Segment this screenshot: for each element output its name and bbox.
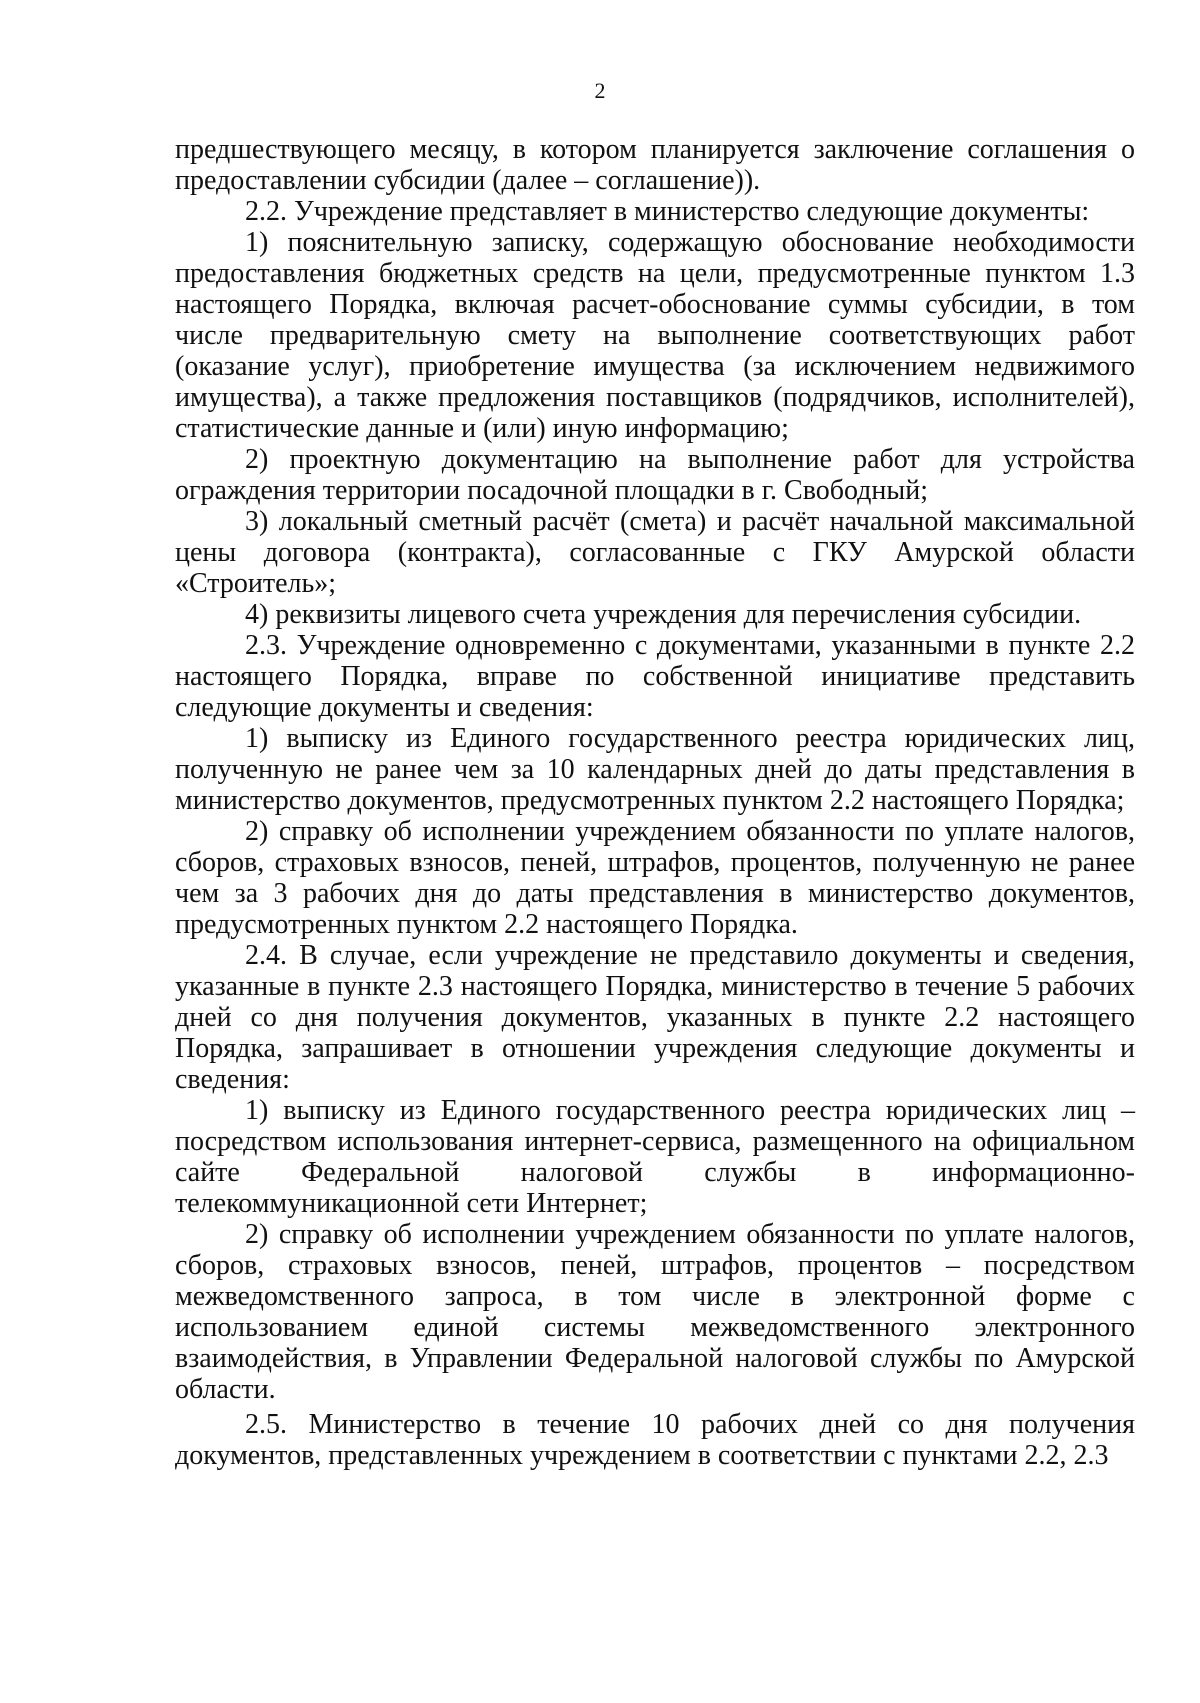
paragraph-2-3-item-2: 2) справку об исполнении учреждением обязанности по уплате налогов, сборов, страховых взносов, пеней, штрафов, процентов, полученную не ранее чем за 3 рабочих дня до даты представления в министерство документов, предусмотренных пунктом 2.2 настоящего Порядка. [175, 816, 1135, 940]
page-number: 2 [594, 78, 606, 103]
paragraph-2-3-item-1: 1) выписку из Единого государственного реестра юридических лиц, полученную не ранее чем за 10 календарных дней до даты представления в министерство документов, предусмотренных пунктом 2.2 настоящего Порядка; [175, 723, 1135, 816]
paragraph-2-4: 2.4. В случае, если учреждение не представило документы и сведения, указанные в пункте 2.3 настоящего Порядка, министерство в течение 5 рабочих дней со дня получения документов, указанных в пункте 2.2 настоящего Порядка, запрашивает в отношении учреждения следующие документы и сведения: [175, 940, 1135, 1095]
document-body [175, 134, 1135, 1471]
paragraph-2-3: 2.3. Учреждение одновременно с документами, указанными в пункте 2.2 настоящего Порядка, вправе по собственной инициативе представить следующие документы и сведения: [175, 630, 1135, 723]
paragraph-2-5: 2.5. Министерство в течение 10 рабочих дней со дня получения документов, представленных учреждением в соответствии с пунктами 2.2, 2.3 [175, 1409, 1135, 1471]
paragraph-2-2-item-1: 1) пояснительную записку, содержащую обоснование необходимости предоставления бюджетных средств на цели, предусмотренные пунктом 1.3 настоящего Порядка, включая расчет-обоснование суммы субсидии, в том числе предварительную смету на выполнение соответствующих работ (оказание услуг), приобретение имущества (за исключением недвижимого имущества), а также предложения поставщиков (подрядчиков, исполнителей), статистические данные и (или) иную информацию; [175, 227, 1135, 444]
paragraph-2-2-item-4: 4) реквизиты лицевого счета учреждения для перечисления субсидии. [245, 599, 1082, 630]
paragraph-continuation: предшествующего месяцу, в котором планируется заключение соглашения о предоставлении субсидии (далее – соглашение)). [175, 134, 1135, 196]
paragraph-2-2-item-3: 3) локальный сметный расчёт (смета) и расчёт начальной максимальной цены договора (контракта), согласованные с ГКУ Амурской области «Строитель»; [175, 506, 1135, 599]
paragraph-2-2: 2.2. Учреждение представляет в министерство следующие документы: [245, 196, 1090, 227]
paragraph-2-4-item-1: 1) выписку из Единого государственного реестра юридических лиц – посредством использования интернет-сервиса, размещенного на официальном сайте Федеральной налоговой службы в информационно-телекоммуникационной сети Интернет; [175, 1095, 1135, 1219]
paragraph-2-4-item-2: 2) справку об исполнении учреждением обязанности по уплате налогов, сборов, страховых взносов, пеней, штрафов, процентов – посредством межведомственного запроса, в том числе в электронной форме с использованием единой системы межведомственного электронного взаимодействия, в Управлении Федеральной налоговой службы по Амурской области. [175, 1219, 1135, 1405]
paragraph-2-2-item-2: 2) проектную документацию на выполнение работ для устройства ограждения территории посадочной площадки в г. Свободный; [175, 444, 1135, 506]
